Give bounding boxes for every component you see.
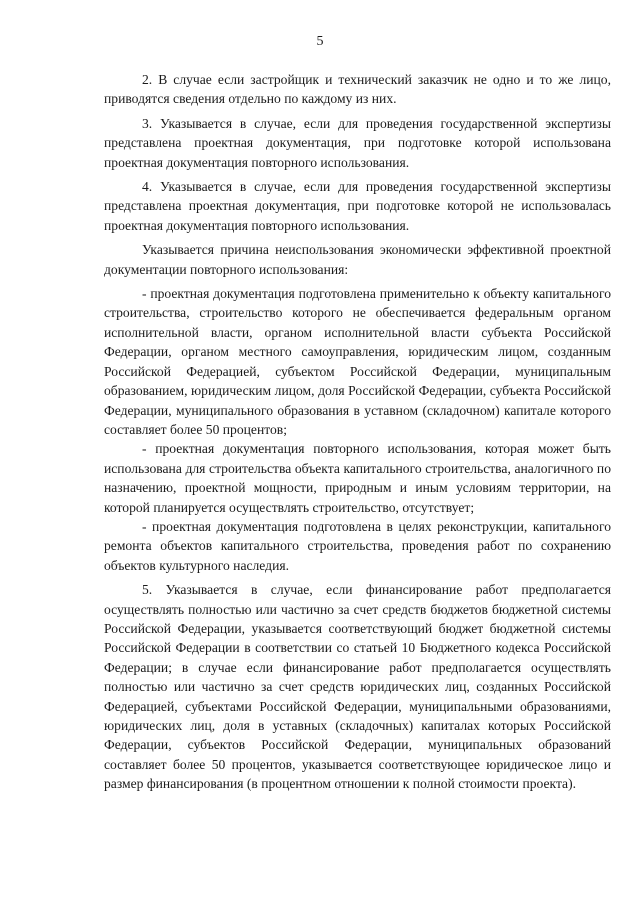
- paragraph-reason-3: - проектная документация подготовлена в целях реконструкции, капитального ремонта объектов капитального строительства, проведения работ по сохранению объектов культурного наследия.: [104, 518, 611, 573]
- paragraph-note-5: 5. Указывается в случае, если финансирование работ предполагается осуществлять полностью или частично за счет средств бюджетов бюджетной системы Российской Федерации, указывается соответствующий бюджет бюджетной системы Российской Федерации в соответствии со статьей 10 Бюджетного кодекса Российской Федерации; в случае если финансирование работ предполагается осуществлять полностью или частично за счет средств юридических лиц, созданных Российской Федерацией, субъектами Российской Федерации, муниципальными образованиями, юридических лиц, доля в уставных (складочных) капиталах которых Российской Федерации, субъектов Российской Федерации, муниципальных образований составляет более 50 процентов, указывается соответствующее юридическое лицо и размер финансирования (в процентном отношении к полной стоимости проекта).: [104, 582, 611, 792]
- paragraph-reason-intro: Указывается причина неиспользования экономически эффективной проектной документации повторного использования:: [104, 242, 611, 277]
- paragraph-reason-1: - проектная документация подготовлена применительно к объекту капитального строительства, строительство которого не обеспечивается федеральным органом исполнительной власти, органом исполнительной власти субъекта Российской Федерации, органом местного самоуправления, юридическим лицом, созданным Российской Федерацией, субъектом Российской Федерации, муниципальным образованием, юридическим лицом, доля Российской Федерации, субъекта Российской Федерации, муниципального образования в уставном (складочном) капитале которого составляет более 50 процентов;: [104, 286, 611, 437]
- paragraph-note-4: 4. Указывается в случае, если для проведения государственной экспертизы представлена проектная документация, при подготовке которой не использовалась проектная документация повторного использования.: [104, 179, 611, 233]
- paragraph-note-3: 3. Указывается в случае, если для проведения государственной экспертизы представлена проектная документация, при подготовке которой использована проектная документация повторного использования.: [104, 115, 611, 170]
- document-body: [104, 70, 611, 799]
- paragraph-reason-2: - проектная документация повторного использования, которая может быть использована для строительства объекта капитального строительства, аналогичного по назначению, проектной мощности, природным и иным условиям территории, на которой планируется осуществлять строительство, отсутствует;: [104, 441, 611, 515]
- page-number: 5: [316, 34, 324, 49]
- paragraph-note-2: 2. В случае если застройщик и технический заказчик не одно и то же лицо, приводятся сведения отдельно по каждому из них.: [104, 72, 611, 107]
